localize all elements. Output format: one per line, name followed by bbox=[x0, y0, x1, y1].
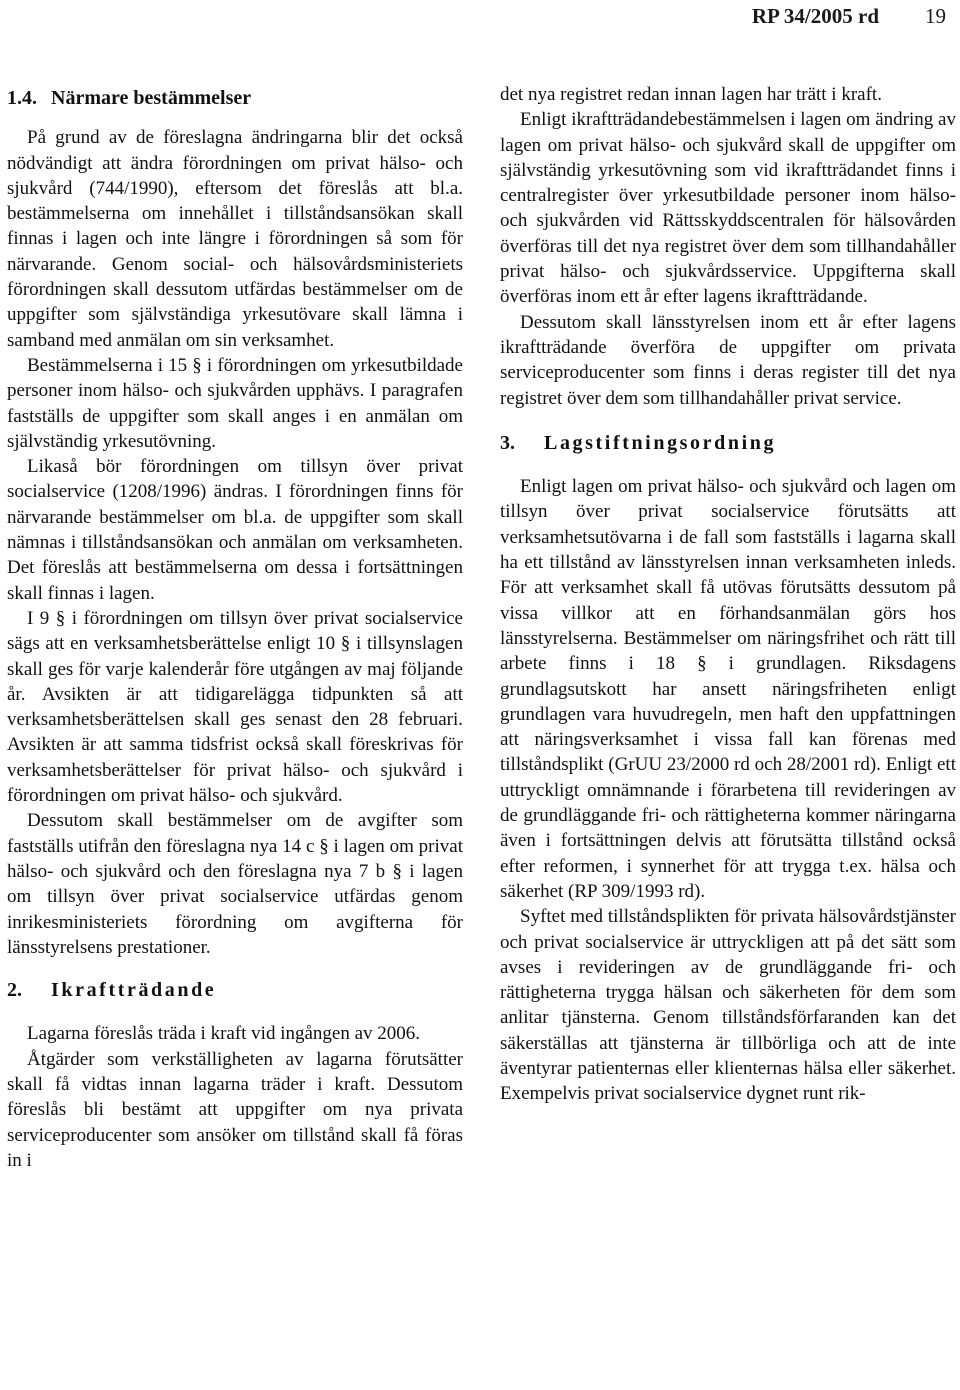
paragraph: Åtgärder som verkställigheten av lagarna förutsätter skall få vidtas innan lagarna träder i kraft. Dessutom föreslås bli bestämt att uppgifter om nya privata serviceproducenter som ansöker om tillstånd skall få föras in i bbox=[7, 1048, 463, 1171]
section-heading-3 bbox=[500, 431, 956, 456]
paragraph: Dessutom skall länsstyrelsen inom ett år efter lagens ikraftträdande överföra de uppgifter om privata serviceproducenter som finns i deras register till det nya registret över dem som tillhandahåller privat service. bbox=[500, 311, 956, 409]
section-heading-1-4 bbox=[7, 86, 463, 111]
section-title: Lagstiftningsordning bbox=[544, 431, 777, 454]
page-number: 19 bbox=[925, 4, 946, 28]
paragraph: Dessutom skall bestämmelser om de avgifter som fastställs utifrån den föreslagna nya 14 c § i lagen om privat hälso- och sjukvård och den föreslagna nya 7 b § i lagen om tillsyn över privat socialservice utfärdas genom inrikesministeriets förordning om avgifterna för länsstyrelsens prestationer. bbox=[7, 810, 463, 958]
paragraph: det nya registret redan innan lagen har trätt i kraft. bbox=[500, 84, 882, 105]
section-heading-2 bbox=[7, 978, 463, 1003]
right-column bbox=[500, 82, 956, 1107]
paragraph: Syftet med tillståndsplikten för privata hälsovårdstjänster och privat socialservice är uttryckligen att på det sätt som avses i revideringen av de grundläggande fri- och rättigheterna trygga hälsan och säkerheten för dem som anlitar tjänsterna. Genom tillståndsförfaranden kan det säkerställas att tjänsterna är tillbörliga och att de inte äventyrar patienternas eller klienternas hälsa eller säkerhet. Exempelvis privat socialservice dygnet runt rik- bbox=[500, 906, 956, 1105]
paragraph: Likaså bör förordningen om tillsyn över privat socialservice (1208/1996) ändras. I förordningen finns för närvarande bestämmelser om bl.a. de uppgifter som skall nämnas i tillståndsansökan och anmälan om verksamheten. Det föreslås att bestämmelserna om dessa i fortsättningen skall finnas i lagen. bbox=[7, 456, 463, 604]
section-title: Ikraftträdande bbox=[51, 979, 217, 1002]
page-header bbox=[752, 4, 946, 29]
paragraph: Bestämmelserna i 15 § i förordningen om yrkesutbildade personer inom hälso- och sjukvården upphävs. I paragrafen fastställs de uppgifter som skall anges i en anmälan om självständig yrkesutövning. bbox=[7, 354, 463, 452]
paragraph: Lagarna föreslås träda i kraft vid ingången av 2006. bbox=[27, 1023, 421, 1045]
section-number: 2. bbox=[7, 979, 22, 1002]
paragraph: Enligt ikraftträdandebestämmelsen i lagen om ändring av lagen om privat hälso- och sjukvård skall de uppgifter om självständig yrkesutövning som vid ikraftträdandet finns i centralregister över yrkesutbildade personer inom hälso- och sjukvården vid Rättsskyddscentralen för hälsovården överföras till det nya registret över dem som tillhandahåller privat hälso- och sjukvårdsservice. Uppgifterna skall överföras inom ett år efter lagens ikraftträdande. bbox=[500, 109, 956, 308]
left-column bbox=[7, 82, 463, 1173]
section-title: Närmare bestämmelser bbox=[51, 87, 252, 109]
document-title: RP 34/2005 rd bbox=[751, 4, 879, 28]
paragraph: I 9 § i förordningen om tillsyn över privat socialservice sägs att en verksamhetsberättelse enligt 10 § i tillsynslagen skall ges för varje kalenderår före utgången av maj följande år. Avsikten är att tidigarelägga tidpunkten så att verksamhetsberättelsen skall ges senast den 28 februari. Avsikten är att samma tidsfrist också skall föreskrivas för verksamhetsberättelser för privat hälso- och sjukvård i förordningen om privat hälso- och sjukvård. bbox=[7, 607, 463, 807]
paragraph: Enligt lagen om privat hälso- och sjukvård och lagen om tillsyn över privat socialservice förutsätts att verksamhetsutövarna i de fall som fastställs i lagarna skall ha ett tillstånd av länsstyrelsen innan verksamheten inleds. För att verksamhet skall få utövas förutsätts dessutom på vissa villkor att en förhandsanmälan görs hos länsstyrelserna. Bestämmelser om näringsfrihet och rätt till arbete finns i 18 § i grundlagen. Riksdagens grundlagsutskott har ansett näringsfriheten enligt grundlagen vara huvudregeln, men haft den uppfattningen att näringsverksamhet i vissa fall kan förenas med tillståndsplikt (GrUU 23/2000 rd och 28/2001 rd). Enligt ett uttryckligt omnämnande i förarbetena till revideringen av de grundläggande fri- och rättigheterna kommer näringarna även i fortsättningen delvis att förutsätta tillstånd också efter reformen, i synnerhet för att trygga t.ex. hälsa och säkerhet (RP 309/1993 rd). bbox=[500, 476, 956, 902]
section-number: 3. bbox=[500, 431, 515, 454]
section-number: 1.4. bbox=[7, 87, 37, 109]
paragraph: På grund av de föreslagna ändringarna blir det också nödvändigt att ändra förordningen om privat hälso- och sjukvård (744/1990), eftersom det föreslås att bl.a. bestämmelserna om innehållet i tillståndsansökan skall finnas i lagen och inte längre i förordningen så som för närvarande. Genom social- och hälsovårdsministeriets förordningen skall dessutom utfärdas bestämmelser om de uppgifter som självständiga yrkesutövare skall lämna i samband med anmälan om sin verksamhet. bbox=[7, 127, 463, 351]
